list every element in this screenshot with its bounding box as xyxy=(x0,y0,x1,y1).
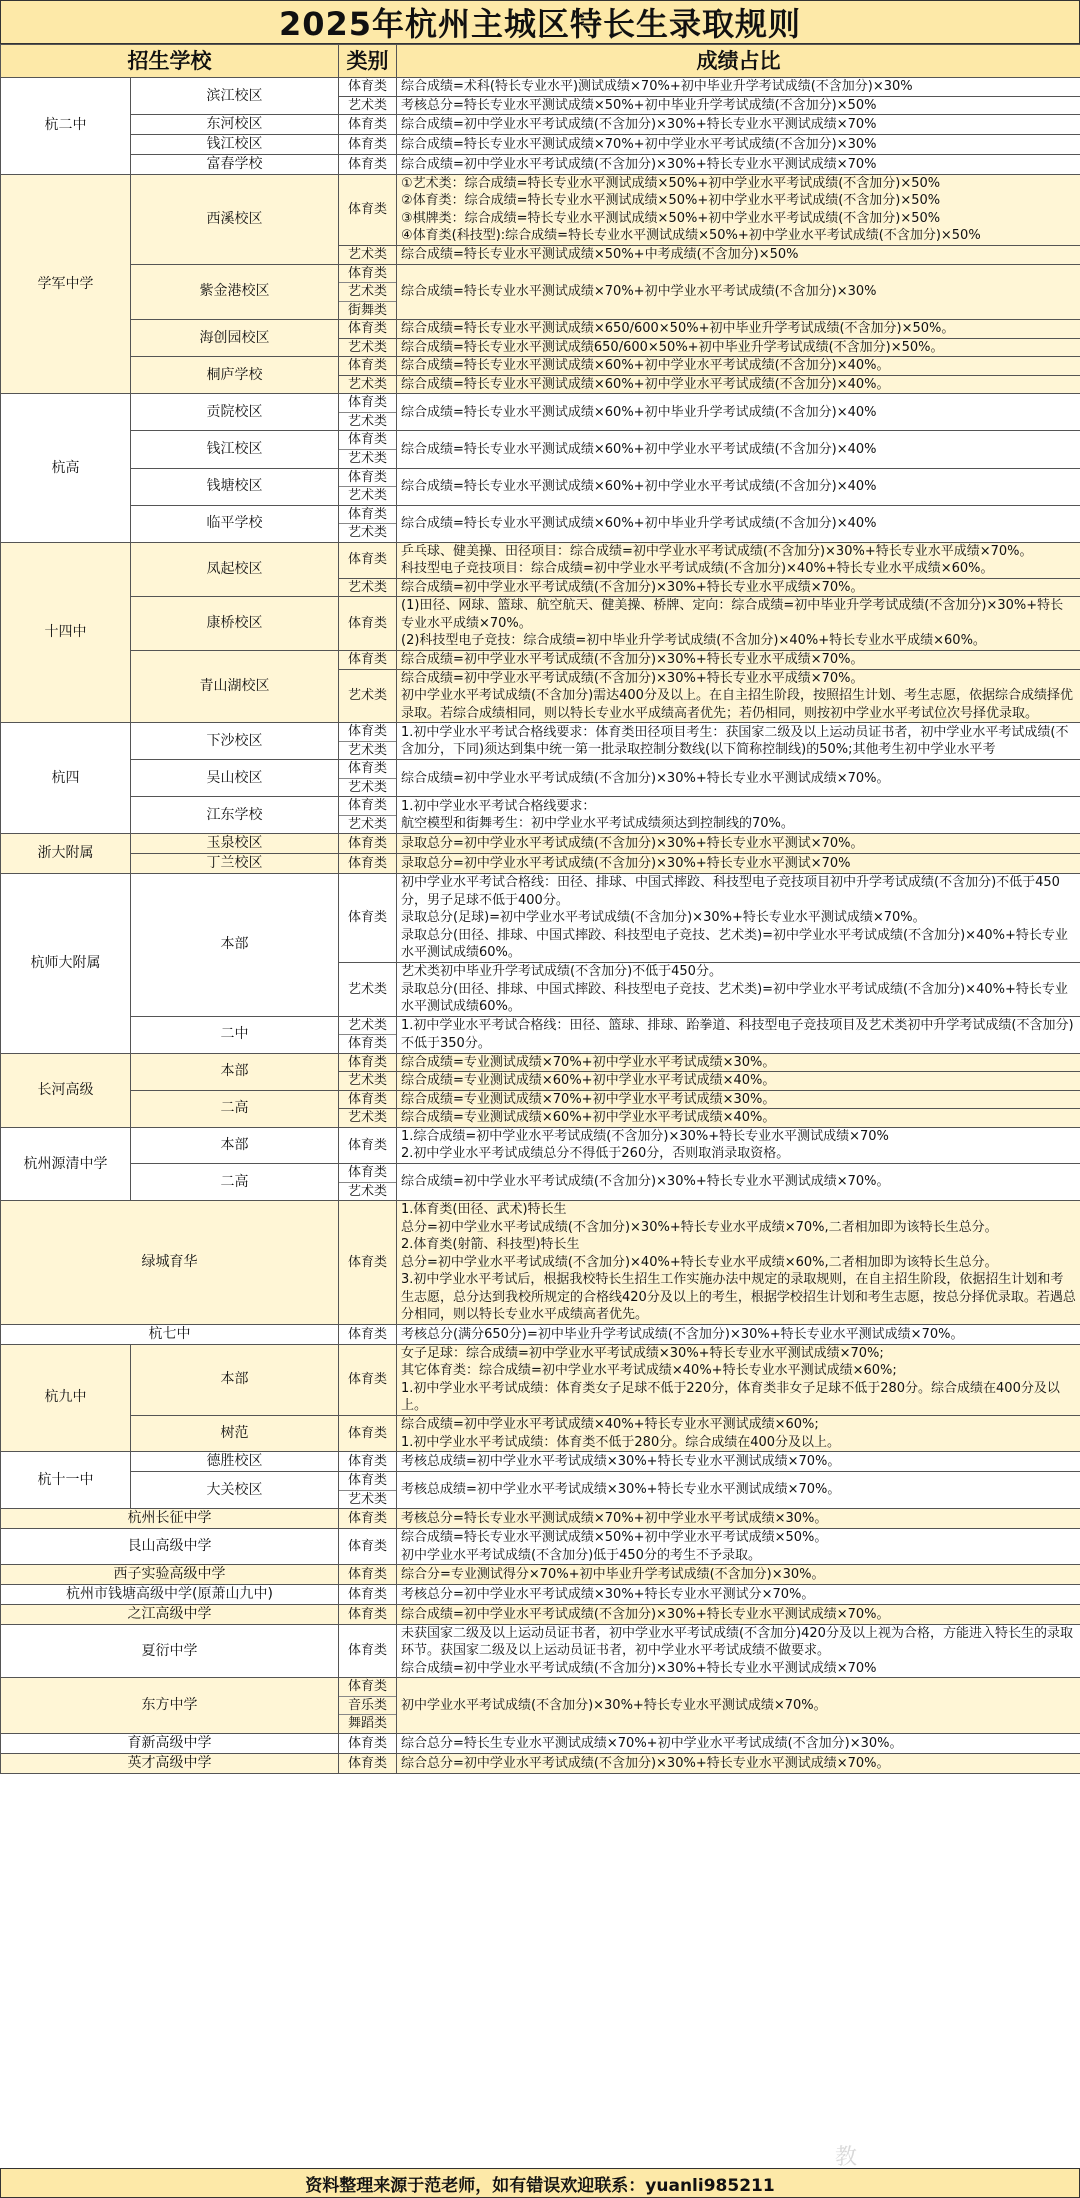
category-label: 街舞类 xyxy=(339,301,396,320)
category-label: 体育类 xyxy=(347,1538,387,1554)
category-label: 体育类 xyxy=(347,724,387,740)
campus-name: 钱江校区 xyxy=(131,134,339,154)
category-label: 艺术类 xyxy=(339,486,396,505)
category-label: 艺术类 xyxy=(347,376,387,392)
admission-table xyxy=(0,44,1080,1774)
score-rule: 1.综合成绩=初中学业水平考试成绩(不含加分)×30%+特长专业水平测试成绩×70% 2.初中学业水平考试成绩总分不得低于260分，否则取消录取资格。 xyxy=(397,1127,1080,1163)
score-rule: 1.初中学业水平考试合格线要求：体育类田径项目考生：获国家二级及以上运动员证书者，初中学业水平考试成绩(不含加分，下同)须达到集中统一第一批录取控制分数线(以下简称控制线)的50%;其他考生初中学业水平考 xyxy=(397,723,1080,760)
table-row xyxy=(1,115,1080,135)
table-row xyxy=(1,174,1080,245)
campus-name: 德胜校区 xyxy=(131,1452,339,1472)
score-rule: 综合成绩=初中学业水平考试成绩(不含加分)×30%+特长专业水平测试成绩×70% xyxy=(397,115,1080,135)
score-rule: 综合成绩=初中学业水平考试成绩(不含加分)×30%+特长专业水平测试成绩×70%。 xyxy=(397,1604,1080,1624)
category-label: 体育类 xyxy=(347,1164,387,1180)
category-cell xyxy=(339,1324,397,1344)
score-rule: 综合成绩=初中学业水平考试成绩×40%+特长专业水平测试成绩×60%; 1.初中学业水平考试成绩：体育类不低于280分。综合成绩在400分及以上。 xyxy=(397,1415,1080,1451)
school-name: 浙大附属 xyxy=(1,834,131,874)
score-rule: 考核总成绩=初中学业水平考试成绩×30%+特长专业水平测试成绩×70%。 xyxy=(397,1452,1080,1472)
category-label: 体育类 xyxy=(347,1054,387,1070)
category-cell xyxy=(339,134,397,154)
table-body xyxy=(1,78,1080,1774)
score-rule: 初中学业水平考试成绩(不含加分)×30%+特长专业水平测试成绩×70%。 xyxy=(397,1678,1080,1734)
table-row xyxy=(1,874,1080,963)
category-label: 体育类 xyxy=(347,1735,387,1751)
category-cell xyxy=(339,1344,397,1415)
category-label: 体育类 xyxy=(347,910,387,926)
category-cell xyxy=(339,320,397,339)
school-name: 杭四 xyxy=(1,723,131,834)
campus-name: 二高 xyxy=(131,1090,339,1127)
table-row xyxy=(1,1324,1080,1344)
school-name: 杭州长征中学 xyxy=(1,1509,339,1529)
score-rule: 1.体育类(田径、武术)特长生 总分=初中学业水平考试成绩(不含加分)×30%+特长专业水平成绩×70%,二者相加即为该特长生总分。 2.体育类(射箭、科技型)特长生 总分=初中学业水平考试成绩(不含加分)×40%+特长专业水平成绩×60%,二者相加即为该特长生总分。 3.初中学业水平考试后，根据我校特长生招生工作实施办法中规定的录取规则，在自主招生阶段，依据招生计划和考生志愿，总分达到我校所规定的合格线420分及以上的考生，根据学校招生计划和考生志愿，按总分择优录取。若遇总分相同，则以特长专业水平成绩高者优先。 xyxy=(397,1201,1080,1325)
school-name: 杭高 xyxy=(1,394,131,542)
table-row xyxy=(1,597,1080,651)
category-label: 体育类 xyxy=(347,1643,387,1659)
category-label: 体育类 xyxy=(347,79,387,94)
campus-name: 二高 xyxy=(131,1163,339,1200)
category-label: 音乐类 xyxy=(339,1696,396,1715)
score-rule: 1.初中学业水平考试合格线要求： 航空模型和街舞考生：初中学业水平考试成绩须达到控制线的70%。 xyxy=(397,797,1080,834)
category-cell xyxy=(339,1163,397,1200)
header-school: 招生学校 xyxy=(1,45,339,78)
category-label: 体育类 xyxy=(347,395,387,411)
category-label: 体育类 xyxy=(347,469,387,485)
score-rule: 考核总成绩=初中学业水平考试成绩×30%+特长专业水平测试成绩×70%。 xyxy=(397,1471,1080,1508)
campus-name: 吴山校区 xyxy=(131,760,339,797)
category-label: 艺术类 xyxy=(347,1017,387,1033)
score-rule: 考核总分(满分650分)=初中毕业升学考试成绩(不含加分)×30%+特长专业水平测试成绩×70%。 xyxy=(397,1324,1080,1344)
school-name: 绿城育华 xyxy=(1,1201,339,1325)
page-title: 2025年杭州主城区特长生录取规则 xyxy=(0,0,1080,44)
school-name: 杭十一中 xyxy=(1,1452,131,1509)
category-cell xyxy=(339,962,397,1016)
category-cell xyxy=(339,1509,397,1529)
category-label: 体育类 xyxy=(347,136,387,152)
category-label: 体育类 xyxy=(347,1586,387,1602)
category-cell xyxy=(339,1528,397,1564)
table-row xyxy=(1,797,1080,834)
category-cell xyxy=(339,1753,397,1773)
school-name: 东方中学 xyxy=(1,1678,339,1734)
score-rule: 综合成绩=初中学业水平考试成绩(不含加分)×30%+特长专业水平测试成绩×70%。 xyxy=(397,760,1080,797)
category-label: 体育类 xyxy=(347,506,387,522)
campus-name: 丁兰校区 xyxy=(131,854,339,874)
table-row xyxy=(1,650,1080,669)
table-row xyxy=(1,834,1080,854)
score-rule: 综合成绩=特长专业水平测试成绩×60%+初中毕业升学考试成绩(不含加分)×40% xyxy=(397,394,1080,431)
campus-name: 钱塘校区 xyxy=(131,468,339,505)
score-rule: 综合成绩=特长专业水平测试成绩×60%+初中学业水平考试成绩(不含加分)×40%。 xyxy=(397,375,1080,394)
table-row xyxy=(1,431,1080,468)
campus-name: 贡院校区 xyxy=(131,394,339,431)
campus-name: 二中 xyxy=(131,1016,339,1053)
category-label: 体育类 xyxy=(347,1425,387,1441)
campus-name: 树范 xyxy=(131,1415,339,1451)
category-label: 体育类 xyxy=(347,856,387,872)
category-label: 艺术类 xyxy=(339,1182,396,1201)
category-label: 体育类 xyxy=(347,116,387,132)
school-name: 杭九中 xyxy=(1,1344,131,1451)
campus-name: 玉泉校区 xyxy=(131,834,339,854)
category-cell xyxy=(339,1201,397,1325)
school-name: 英才高级中学 xyxy=(1,1753,339,1773)
score-rule: 乒乓球、健美操、田径项目：综合成绩=初中学业水平考试成绩(不含加分)×30%+特长专业水平成绩×70%。 科技型电子竞技项目：综合成绩=初中学业水平考试成绩(不含加分)×40%+特长专业水平成绩×60%。 xyxy=(397,542,1080,578)
category-label: 体育类 xyxy=(347,615,387,631)
category-cell xyxy=(339,1565,397,1585)
score-rule: 综合成绩=特长专业水平测试成绩×50%+初中学业水平考试成绩×50%。 初中学业水平考试成绩(不含加分)低于450分的考生不予录取。 xyxy=(397,1528,1080,1564)
score-rule: 综合成绩=特长专业水平测试成绩×50%+中考成绩(不含加分)×50% xyxy=(397,245,1080,264)
table-row xyxy=(1,1344,1080,1415)
category-cell xyxy=(339,597,397,651)
category-label: 体育类 xyxy=(347,321,387,337)
table-row xyxy=(1,1565,1080,1585)
school-name: 夏衍中学 xyxy=(1,1624,339,1678)
table-row xyxy=(1,542,1080,578)
category-cell xyxy=(339,1072,397,1091)
table-row xyxy=(1,394,1080,431)
table-row xyxy=(1,320,1080,339)
category-label: 艺术类 xyxy=(347,1073,387,1089)
footer-note: 资料整理来源于范老师，如有错误欢迎联系：yuanli985211 xyxy=(0,2168,1080,2198)
category-cell xyxy=(339,1415,397,1451)
category-label: 艺术类 xyxy=(347,246,387,262)
category-label: 体育类 xyxy=(347,798,387,814)
score-rule: 初中学业水平考试合格线：田径、排球、中国式摔跤、科技型电子竞技项目初中升学考试成绩(不含加分)不低于450分，男子足球不低于400分。 录取总分(足球)=初中学业水平考试成绩(不含加分)×30%+特长专业水平测试成绩×70%。 录取总分(田径、排球、中国式摔跤、科技型电子竞技、艺术类)=初中学业水平考试成绩(不含加分)×40%+特长专业水平测试成绩60%。 xyxy=(397,874,1080,963)
category-cell xyxy=(339,338,397,357)
category-cell xyxy=(339,1053,397,1072)
school-name: 杭二中 xyxy=(1,78,131,175)
category-label: 体育类 xyxy=(347,1606,387,1622)
school-name: 杭师大附属 xyxy=(1,874,131,1053)
score-rule: 考核总分=特长专业水平测试成绩×50%+初中毕业升学考试成绩(不含加分)×50% xyxy=(397,96,1080,115)
table-row xyxy=(1,723,1080,760)
category-label: 体育类 xyxy=(347,1137,387,1153)
category-label: 艺术类 xyxy=(347,339,387,355)
table-row xyxy=(1,1528,1080,1564)
category-cell xyxy=(339,874,397,963)
category-cell xyxy=(339,723,397,760)
watermark: 教 xyxy=(835,2145,858,2170)
table-row xyxy=(1,1415,1080,1451)
score-rule: (1)田径、网球、篮球、航空航天、健美操、桥牌、定向：综合成绩=初中毕业升学考试成绩(不含加分)×30%+特长专业水平成绩×70%。 (2)科技型电子竞技：综合成绩=初中毕业升学考试成绩(不含加分)×40%+特长专业水平成绩×60%。 xyxy=(397,597,1080,651)
score-rule: 考核总分=特长专业水平测试成绩×70%+初中学业水平考试成绩×30%。 xyxy=(397,1509,1080,1529)
score-rule: 综合成绩=特长专业水平测试成绩×60%+初中毕业升学考试成绩(不含加分)×40% xyxy=(397,505,1080,542)
school-name: 杭七中 xyxy=(1,1324,339,1344)
score-rule: 综合成绩=专业测试成绩×70%+初中学业水平考试成绩×30%。 xyxy=(397,1090,1080,1109)
score-rule: 综合成绩=特长专业水平测试成绩×60%+初中学业水平考试成绩(不含加分)×40% xyxy=(397,431,1080,468)
score-rule: 综合成绩=初中学业水平考试成绩(不含加分)×30%+特长专业水平成绩×70%。 xyxy=(397,578,1080,597)
school-name: 十四中 xyxy=(1,542,131,722)
category-label: 体育类 xyxy=(347,1372,387,1388)
score-rule: 综合成绩=专业测试成绩×60%+初中学业水平考试成绩×40%。 xyxy=(397,1109,1080,1128)
category-cell xyxy=(339,1678,397,1734)
table-row xyxy=(1,1090,1080,1109)
table-row xyxy=(1,1016,1080,1053)
header-score: 成绩占比 xyxy=(397,45,1080,78)
campus-name: 大关校区 xyxy=(131,1471,339,1508)
category-label: 体育类 xyxy=(347,1472,387,1488)
category-label: 艺术类 xyxy=(339,741,396,760)
category-cell xyxy=(339,1624,397,1678)
school-name: 之江高级中学 xyxy=(1,1604,339,1624)
campus-name: 海创园校区 xyxy=(131,320,339,357)
category-cell xyxy=(339,468,397,505)
category-cell xyxy=(339,394,397,431)
category-cell xyxy=(339,154,397,174)
campus-name: 本部 xyxy=(131,874,339,1016)
category-label: 体育类 xyxy=(347,202,387,218)
score-rule: 综合成绩=特长专业水平测试成绩×60%+初中学业水平考试成绩(不含加分)×40%。 xyxy=(397,357,1080,376)
category-label: 艺术类 xyxy=(339,815,396,834)
category-cell xyxy=(339,669,397,723)
score-rule: 综合成绩=初中学业水平考试成绩(不含加分)×30%+特长专业水平测试成绩×70% xyxy=(397,154,1080,174)
category-label: 舞蹈类 xyxy=(339,1714,396,1733)
campus-name: 本部 xyxy=(131,1127,339,1163)
score-rule: ①艺术类：综合成绩=特长专业水平测试成绩×50%+初中学业水平考试成绩(不含加分)×50% ②体育类：综合成绩=特长专业水平测试成绩×50%+初中学业水平考试成绩(不含加分)×50% ③棋牌类：综合成绩=特长专业水平测试成绩×50%+初中学业水平考试成绩(不含加分)×50% ④体育类(科技型):综合成绩=特长专业水平测试成绩×50%+初中学业水平考试成绩(不含加分)×50% xyxy=(397,174,1080,245)
category-label: 体育类 xyxy=(347,651,387,667)
score-rule: 综合成绩=初中学业水平考试成绩(不含加分)×30%+特长专业水平测试成绩×70%。 xyxy=(397,1163,1080,1200)
category-label: 艺术类 xyxy=(339,449,396,468)
category-cell xyxy=(339,650,397,669)
campus-name: 钱江校区 xyxy=(131,431,339,468)
category-cell xyxy=(339,245,397,264)
category-cell xyxy=(339,375,397,394)
school-name: 杭州源清中学 xyxy=(1,1127,131,1200)
table-row xyxy=(1,264,1080,320)
table-row xyxy=(1,1604,1080,1624)
table-row xyxy=(1,468,1080,505)
table-row xyxy=(1,1624,1080,1678)
school-name: 杭州市钱塘高级中学(原萧山九中) xyxy=(1,1584,339,1604)
score-rule: 综合总分=特长生专业水平测试成绩×70%+初中学业水平考试成绩(不含加分)×30%。 xyxy=(397,1734,1080,1754)
campus-name: 下沙校区 xyxy=(131,723,339,760)
category-label: 体育类 xyxy=(347,432,387,448)
score-rule: 综合分=专业测试得分×70%+初中毕业升学考试成绩(不含加分)×30%。 xyxy=(397,1565,1080,1585)
table-row xyxy=(1,1584,1080,1604)
school-name: 西子实验高级中学 xyxy=(1,1565,339,1585)
school-name: 学军中学 xyxy=(1,174,131,394)
table-row xyxy=(1,357,1080,376)
campus-name: 康桥校区 xyxy=(131,597,339,651)
score-rule: 综合成绩=专业测试成绩×70%+初中学业水平考试成绩×30%。 xyxy=(397,1053,1080,1072)
score-rule: 录取总分=初中学业水平考试成绩(不含加分)×30%+特长专业水平测试×70% xyxy=(397,854,1080,874)
category-label: 体育类 xyxy=(347,1326,387,1342)
category-cell xyxy=(339,1090,397,1109)
campus-name: 本部 xyxy=(131,1344,339,1415)
school-name: 艮山高级中学 xyxy=(1,1528,339,1564)
campus-name: 紫金港校区 xyxy=(131,264,339,320)
table-wrap xyxy=(0,44,1080,2168)
table-row xyxy=(1,854,1080,874)
score-rule: 考核总分=初中学业水平考试成绩×30%+特长专业水平测试分×70%。 xyxy=(397,1584,1080,1604)
category-cell xyxy=(339,1127,397,1163)
school-name: 育新高级中学 xyxy=(1,1734,339,1754)
category-cell xyxy=(339,264,397,320)
campus-name: 富春学校 xyxy=(131,154,339,174)
score-rule: 综合成绩=特长专业水平测试成绩×70%+初中学业水平考试成绩(不含加分)×30% xyxy=(397,264,1080,320)
category-cell xyxy=(339,578,397,597)
table-row xyxy=(1,760,1080,797)
category-label: 艺术类 xyxy=(347,981,387,997)
campus-name: 桐庐学校 xyxy=(131,357,339,394)
score-rule: 综合成绩=术科(特长专业水平)测试成绩×70%+初中毕业升学考试成绩(不含加分)×30% xyxy=(397,78,1080,97)
campus-name: 凤起校区 xyxy=(131,542,339,597)
table-row xyxy=(1,1509,1080,1529)
category-label: 体育类 xyxy=(347,1254,387,1270)
score-rule: 综合成绩=特长专业水平测试成绩650/600×50%+初中毕业升学考试成绩(不含加分)×50%。 xyxy=(397,338,1080,357)
score-rule: 1.初中学业水平考试合格线：田径、篮球、排球、跆拳道、科技型电子竞技项目及艺术类初中升学考试成绩(不含加分)不低于350分。 xyxy=(397,1016,1080,1053)
category-label: 体育类 xyxy=(347,1755,387,1771)
score-rule: 综合成绩=专业测试成绩×60%+初中学业水平考试成绩×40%。 xyxy=(397,1072,1080,1091)
category-cell xyxy=(339,96,397,115)
table-row xyxy=(1,505,1080,542)
campus-name: 本部 xyxy=(131,1053,339,1090)
category-cell xyxy=(339,78,397,97)
table-row xyxy=(1,154,1080,174)
category-label: 艺术类 xyxy=(339,778,396,797)
category-cell xyxy=(339,1016,397,1053)
campus-name: 江东学校 xyxy=(131,797,339,834)
category-label: 体育类 xyxy=(347,1566,387,1582)
category-cell xyxy=(339,760,397,797)
score-rule: 综合成绩=初中学业水平考试成绩(不含加分)×30%+特长专业水平成绩×70%。 初中学业水平考试成绩(不含加分)需达400分及以上。在自主招生阶段，按照招生计划、考生志愿，依据综合成绩择优录取。若综合成绩相同，则以特长专业水平成绩高者优先；若仍相同，则按初中学业水平考试位次号择优录取。 xyxy=(397,669,1080,723)
category-label: 体育类 xyxy=(347,1091,387,1107)
category-label: 体育类 xyxy=(347,836,387,852)
school-name: 长河高级 xyxy=(1,1053,131,1127)
category-cell xyxy=(339,834,397,854)
category-cell xyxy=(339,854,397,874)
table-row xyxy=(1,1753,1080,1773)
category-label: 体育类 xyxy=(347,358,387,374)
category-cell xyxy=(339,1471,397,1508)
campus-name: 滨江校区 xyxy=(131,78,339,115)
category-label: 体育类 xyxy=(347,1679,387,1695)
category-cell xyxy=(339,797,397,834)
header-category: 类别 xyxy=(339,45,397,78)
category-label: 体育类 xyxy=(347,265,387,281)
category-label: 体育类 xyxy=(347,761,387,777)
category-cell xyxy=(339,1584,397,1604)
campus-name: 临平学校 xyxy=(131,505,339,542)
category-cell xyxy=(339,115,397,135)
category-label: 体育类 xyxy=(347,552,387,568)
category-cell xyxy=(339,174,397,245)
table-row xyxy=(1,1471,1080,1508)
score-rule: 综合总分=初中学业水平考试成绩(不含加分)×30%+特长专业水平测试成绩×70%。 xyxy=(397,1753,1080,1773)
category-cell xyxy=(339,1109,397,1128)
category-label: 艺术类 xyxy=(339,282,396,301)
campus-name: 西溪校区 xyxy=(131,174,339,264)
category-label: 艺术类 xyxy=(347,97,387,113)
category-label: 艺术类 xyxy=(347,1110,387,1126)
category-label: 体育类 xyxy=(347,1510,387,1526)
category-label: 艺术类 xyxy=(347,688,387,704)
category-label: 艺术类 xyxy=(339,1490,396,1509)
category-label: 体育类 xyxy=(339,1034,396,1053)
category-label: 艺术类 xyxy=(339,412,396,431)
table-row xyxy=(1,1053,1080,1072)
category-label: 艺术类 xyxy=(339,523,396,542)
score-rule: 录取总分=初中学业水平考试成绩(不含加分)×30%+特长专业水平测试×70%。 xyxy=(397,834,1080,854)
table-row xyxy=(1,1452,1080,1472)
category-cell xyxy=(339,1604,397,1624)
score-rule: 综合成绩=初中学业水平考试成绩(不含加分)×30%+特长专业水平成绩×70%。 xyxy=(397,650,1080,669)
table-row xyxy=(1,1127,1080,1163)
score-rule: 艺术类初中毕业升学考试成绩(不含加分)不低于450分。 录取总分(田径、排球、中国式摔跤、科技型电子竞技、艺术类)=初中学业水平考试成绩(不含加分)×40%+特长专业水平测试成绩60%。 xyxy=(397,962,1080,1016)
table-row xyxy=(1,134,1080,154)
category-cell xyxy=(339,1734,397,1754)
category-label: 体育类 xyxy=(347,1453,387,1469)
campus-name: 东河校区 xyxy=(131,115,339,135)
table-row xyxy=(1,1163,1080,1200)
table-row xyxy=(1,1201,1080,1325)
category-cell xyxy=(339,1452,397,1472)
category-cell xyxy=(339,357,397,376)
category-cell xyxy=(339,542,397,578)
score-rule: 女子足球：综合成绩=初中学业水平考试成绩×30%+特长专业水平测试成绩×70%; 其它体育类：综合成绩=初中学业水平考试成绩×40%+特长专业水平测试成绩×60%; 1.初中学业水平考试成绩：体育类女子足球不低于220分，体育类非女子足球不低于280分。综合成绩在400分及以上。 xyxy=(397,1344,1080,1415)
category-cell xyxy=(339,505,397,542)
score-rule: 综合成绩=特长专业水平测试成绩×650/600×50%+初中毕业升学考试成绩(不含加分)×50%。 xyxy=(397,320,1080,339)
table-row xyxy=(1,1678,1080,1734)
score-rule: 综合成绩=特长专业水平测试成绩×70%+初中学业水平考试成绩(不含加分)×30% xyxy=(397,134,1080,154)
score-rule: 未获国家二级及以上运动员证书者，初中学业水平考试成绩(不含加分)420分及以上视为合格，方能进入特长生的录取环节。获国家二级及以上运动员证书者，初中学业水平考试成绩不做要求。 综合成绩=初中学业水平考试成绩(不含加分)×30%+特长专业水平测试成绩×70% xyxy=(397,1624,1080,1678)
table-row xyxy=(1,1734,1080,1754)
category-cell xyxy=(339,431,397,468)
category-label: 体育类 xyxy=(347,156,387,172)
campus-name: 青山湖校区 xyxy=(131,650,339,722)
category-label: 艺术类 xyxy=(347,579,387,595)
table-row xyxy=(1,78,1080,97)
score-rule: 综合成绩=特长专业水平测试成绩×60%+初中学业水平考试成绩(不含加分)×40% xyxy=(397,468,1080,505)
